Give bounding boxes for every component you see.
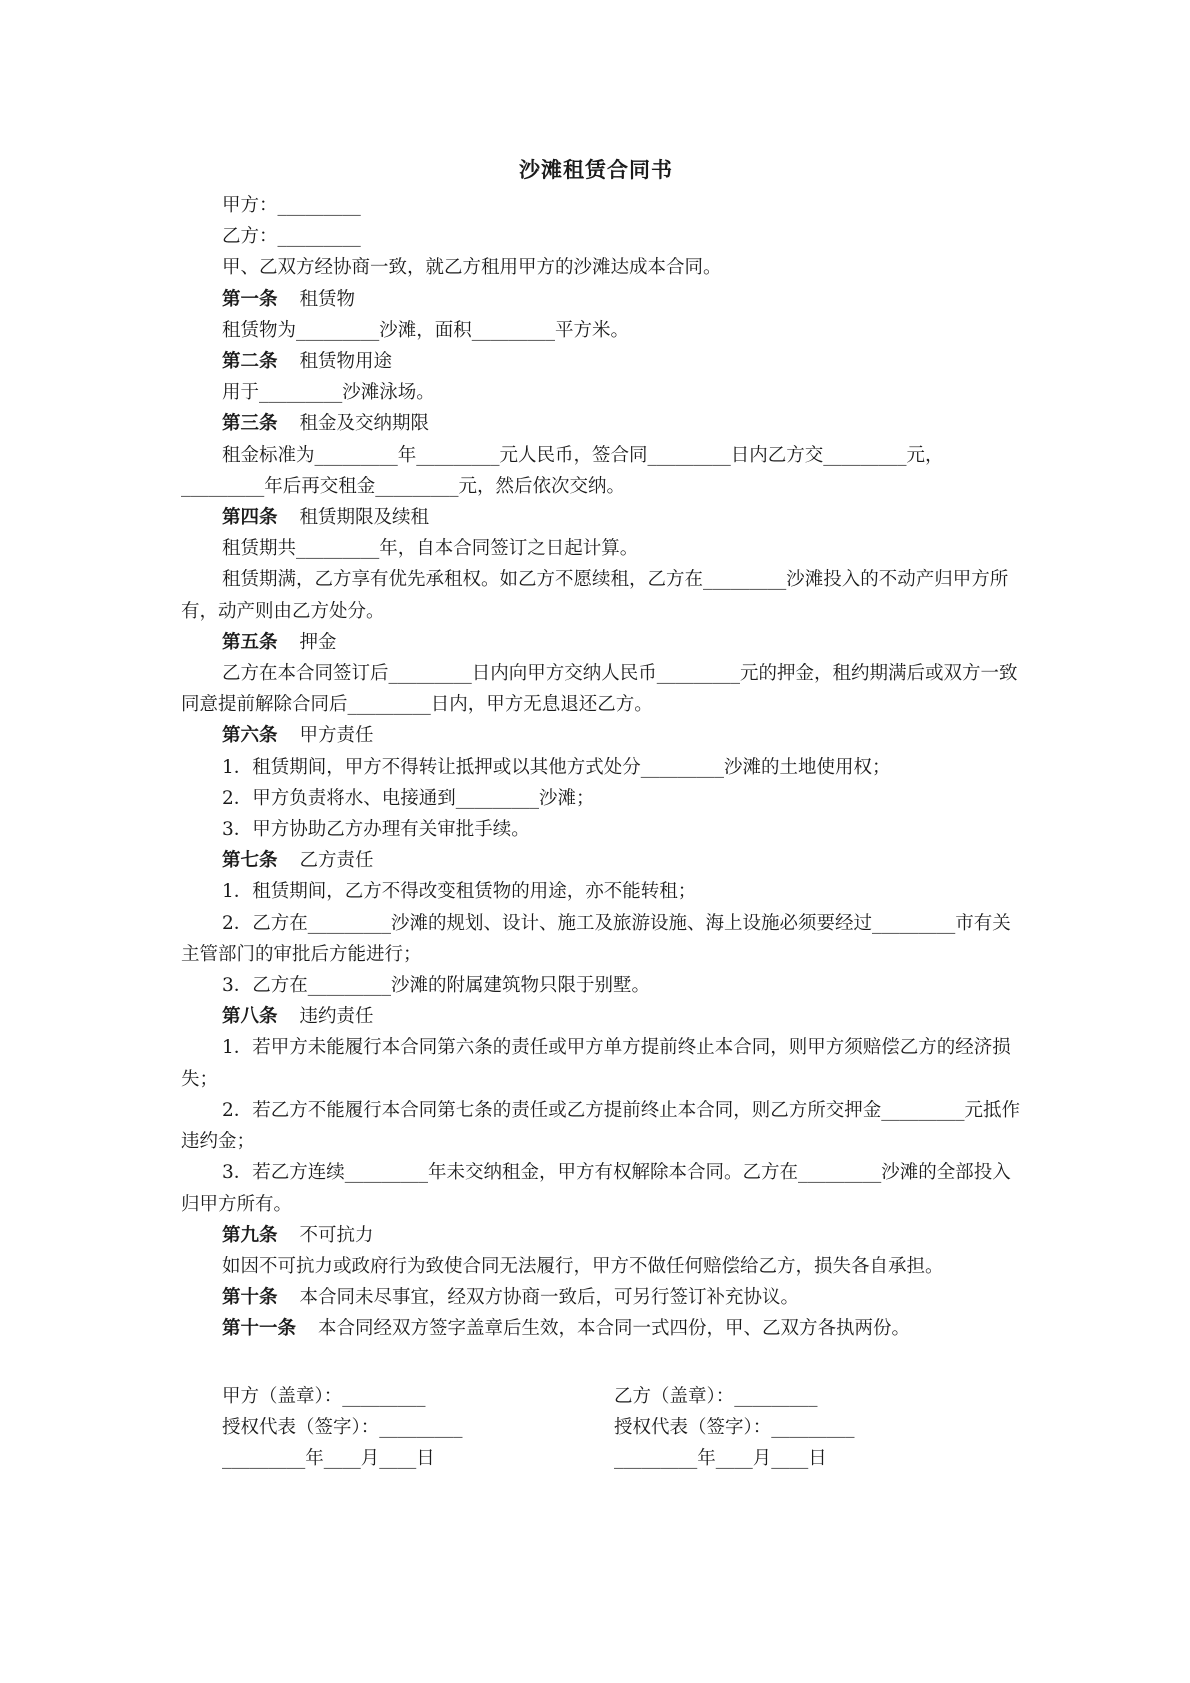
party-b-line: 乙方：_________ [222,226,361,248]
contract-body [181,150,1021,1345]
article-number: 第十一条 [222,1318,297,1340]
article-11 [181,1313,1021,1344]
party-b-seal: 乙方（盖章）：_________ [614,1386,818,1407]
article-4-heading [181,502,1021,533]
article-2-heading [181,346,1021,377]
article-7-heading [181,845,1021,876]
article-title: 甲方责任 [299,725,374,747]
article-7-item-3: 3．乙方在_________沙滩的附属建筑物只限于别墅。 [222,975,651,997]
article-5-text: 乙方在本合同签订后_________日内向甲方交纳人民币_________元的押金，租约期满后或双方一致同意提前解除合同后_________日内，甲方无息退还乙方。 [181,663,1018,716]
article-1-heading [181,284,1021,315]
article-8-item-3: 3．若乙方连续_________年未交纳租金，甲方有权解除本合同。乙方在_________沙滩的全部投入归甲方所有。 [181,1162,1011,1215]
article-6-item-2: 2．甲方负责将水、电接通到_________沙滩； [222,787,595,809]
article-number: 第八条 [222,1006,278,1028]
article-9-text: 如因不可抗力或政府行为致使合同无法履行，甲方不做任何赔偿给乙方，损失各自承担。 [222,1255,944,1277]
article-text: 本合同经双方签字盖章后生效，本合同一式四份，甲、乙双方各执两份。 [318,1318,911,1340]
article-title: 租赁物用途 [299,351,393,373]
article-number: 第四条 [222,507,278,529]
article-7-item-1: 1．租赁期间，乙方不得改变租赁物的用途，亦不能转租； [222,881,697,903]
article-number: 第十条 [222,1287,278,1309]
article-1-text: 租赁物为_________沙滩，面积_________平方米。 [222,319,630,341]
article-7-item-2: 2．乙方在_________沙滩的规划、设计、施工及旅游设施、海上设施必须要经过_________市有关主管部门的审批后方能进行； [181,912,1011,965]
party-b-date: _________年____月____日 [614,1448,827,1470]
party-a-line: 甲方：_________ [222,195,361,216]
article-9-heading [181,1220,1021,1251]
party-a-representative: 授权代表（签字）：_________ [222,1417,463,1439]
article-number: 第二条 [222,351,278,373]
article-text: 本合同未尽事宜，经双方协商一致后，可另行签订补充协议。 [299,1287,800,1309]
article-number: 第六条 [222,725,278,747]
article-number: 第七条 [222,850,278,872]
party-a-date: _________年____月____日 [222,1448,435,1470]
article-title: 违约责任 [299,1006,374,1028]
article-3-heading [181,408,1021,439]
article-6-heading [181,720,1021,751]
article-number: 第五条 [222,631,278,653]
article-10 [181,1282,1021,1313]
article-5-heading [181,627,1021,658]
article-number: 第一条 [222,288,278,310]
signature-block [222,1381,1022,1475]
article-8-item-2: 2．若乙方不能履行本合同第七条的责任或乙方提前终止本合同，则乙方所交押金_________元抵作违约金； [181,1099,1021,1153]
article-3-text: 租金标准为_________年_________元人民币，签合同_________日内乙方交_________元，_________年后再交租金_________元，然后依次交纳。 [181,444,944,497]
party-a-seal: 甲方（盖章）：_________ [222,1386,426,1407]
article-8-item-1: 1．若甲方未能履行本合同第六条的责任或甲方单方提前终止本合同，则甲方须赔偿乙方的经济损失； [181,1037,1011,1090]
article-6-item-3: 3．甲方协助乙方办理有关审批手续。 [222,819,530,841]
article-title: 租赁物 [299,288,356,310]
date-row [222,1443,1022,1474]
article-4-text-1: 租赁期共_________年，自本合同签订之日起计算。 [222,538,639,560]
article-title: 不可抗力 [299,1224,374,1246]
article-title: 押金 [299,631,337,653]
representative-row [222,1412,1022,1443]
article-6-item-1: 1．租赁期间，甲方不得转让抵押或以其他方式处分_________沙滩的土地使用权； [222,756,891,778]
party-b-representative: 授权代表（签字）：_________ [614,1417,855,1439]
article-title: 租金及交纳期限 [299,413,430,435]
article-4-text-2: 租赁期满，乙方享有优先承租权。如乙方不愿续租，乙方在_________沙滩投入的不动产归甲方所有，动产则由乙方处分。 [181,569,1009,622]
intro-paragraph: 甲、乙双方经协商一致，就乙方租用甲方的沙滩达成本合同。 [222,257,722,279]
article-8-heading [181,1001,1021,1032]
article-title: 乙方责任 [299,850,374,872]
article-2-text: 用于_________沙滩泳场。 [222,382,435,404]
article-number: 第九条 [222,1224,278,1246]
seal-row [222,1381,1022,1412]
document-title: 沙滩租赁合同书 [519,157,673,182]
article-number: 第三条 [222,413,278,435]
article-title: 租赁期限及续租 [299,507,430,529]
